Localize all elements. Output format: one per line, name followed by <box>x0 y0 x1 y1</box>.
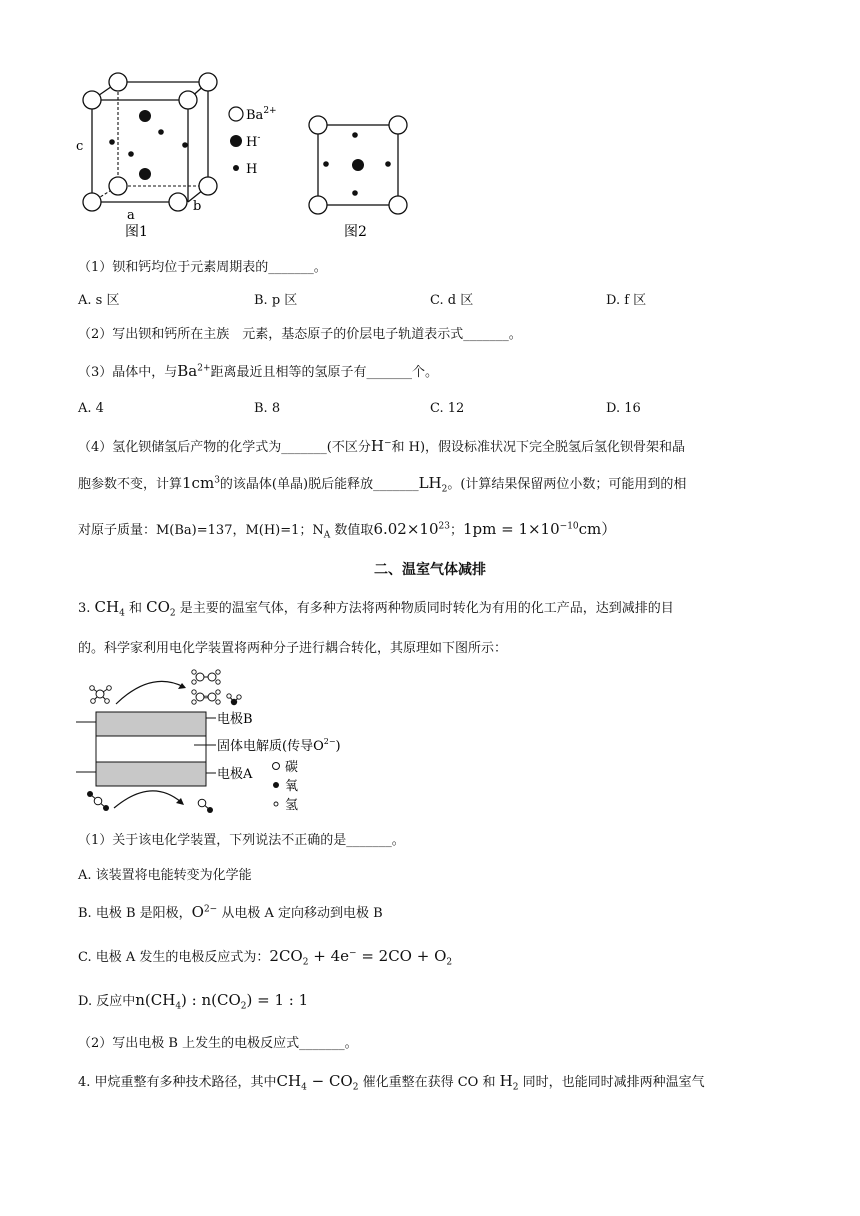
figure1-unit-cell <box>70 70 280 245</box>
q2-part1: （1）钡和钙均位于元素周期表的_______。 <box>78 260 327 275</box>
electrochem-device-diagram <box>76 662 366 822</box>
q3-option-d: D. 反应中$n(CH_4)$ : $n(CO_2) = 1$ : 1 <box>78 991 309 1012</box>
legend-ba-label: Ba <box>246 108 264 123</box>
electrode-a <box>96 762 206 786</box>
q3-part1: （1）关于该电化学装置，下列说法不正确的是_______。 <box>78 833 405 848</box>
ba-ion <box>199 177 217 195</box>
hydrogen-atom <box>128 151 134 157</box>
q3-part2: （2）写出电极 B 上发生的电极反应式_______。 <box>78 1036 358 1051</box>
hydrogen-atom <box>109 139 115 145</box>
q2-part1-option-c: C. d 区 <box>430 293 474 308</box>
legend-hydrogen-label: 氢 <box>285 798 299 813</box>
section-title: 二、温室气体减排 <box>374 562 486 578</box>
ba-ion <box>109 177 127 195</box>
ba-ion <box>169 193 187 211</box>
q2-part1-option-b: B. p 区 <box>254 293 298 308</box>
q2-part3-option-c: C. 12 <box>430 401 465 416</box>
legend-hydride-label: H <box>246 135 258 150</box>
co2-molecule <box>87 791 109 811</box>
q4-text: 4. 甲烷重整有多种技术路径，其中$CH_4 - CO_2$ 催化重整在获得 CO 和 $H_2$ 同时，也能同时减排两种温室气 <box>78 1072 705 1093</box>
ba-ion <box>83 193 101 211</box>
hydride-ion <box>139 168 151 180</box>
solid-electrolyte <box>96 736 206 762</box>
electrode-b <box>96 712 206 736</box>
q2-part3-option-a: A. 4 <box>78 401 104 416</box>
electrolyte-end: ) <box>335 739 341 754</box>
q2-part4-line2: 胞参数不变，计算$1cm^3$的该晶体(单晶)脱后能释放$\_\_\_\_\_\_\_LH_2$。(计算结果保留两位小数；可能用到的相 <box>78 474 687 495</box>
svg-text:Ba2+ <box>246 106 277 123</box>
q2-part4-line3: 对原子质量：M(Ba)=137，M(H)=1；$N_A$ 数值取$6.02\times 10^{23}$；$1pm = 1\times 10^{-10}cm$） <box>78 520 617 541</box>
figure2-caption: 图2 <box>344 224 367 240</box>
ba-ion <box>83 91 101 109</box>
q3-option-a: A. 该装置将电能转变为化学能 <box>78 868 252 883</box>
figure2-face <box>300 108 420 243</box>
q2-part2: （2）写出钡和钙所在主族 元素，基态原子的价层电子轨道表示式_______。 <box>78 327 522 342</box>
electrolyte-sup: 2− <box>323 737 336 746</box>
q2-part4-line1: （4）氢化钡储氢后产物的化学式为_______(不区分H−和 H)，假设标准状况下完全脱氢后氢化钡骨架和晶 <box>78 437 686 455</box>
q3-option-b: B. 电极 B 是阳极，$O^{2-}$ 从电极 A 定向移动到电极 B <box>78 903 383 921</box>
axis-c-label: c <box>76 139 84 154</box>
ba-ion <box>109 73 127 91</box>
q3-intro-line2: 的。科学家利用电化学装置将两种分子进行耦合转化，其原理如下图所示： <box>78 641 508 656</box>
ba-ion <box>199 73 217 91</box>
q2-part3-option-b: B. 8 <box>254 401 281 416</box>
methane-molecule <box>90 686 112 704</box>
ba-ion <box>179 91 197 109</box>
q2-part1-option-a: A. s 区 <box>78 293 120 308</box>
legend-ba-sup: 2+ <box>263 106 277 116</box>
svg-text:H- <box>246 133 260 150</box>
q2-part3: （3）晶体中，与$Ba^{2+}$距离最近且相等的氢原子有_______个。 <box>78 362 439 380</box>
figure1-caption: 图1 <box>125 224 148 240</box>
legend-hydride-sup: - <box>257 133 261 143</box>
hydrogen-atom <box>158 129 164 135</box>
hydride-ion <box>139 110 151 122</box>
co-molecule <box>198 799 213 813</box>
legend-hydrogen-label: H <box>246 162 258 177</box>
electrode-b-label: 电极B <box>217 712 253 727</box>
electrode-a-label: 电极A <box>217 767 253 782</box>
q2-part3-option-d: D. 16 <box>606 401 641 416</box>
axis-b-label: b <box>193 199 202 214</box>
q3-intro-line1: 3. $CH_4$ 和 $CO_2$ 是主要的温室气体，有多种方法将两种物质同时转化为有用的化工产品，达到减排的目 <box>78 598 674 619</box>
q2-part1-option-d: D. f 区 <box>606 293 647 308</box>
legend-carbon-label: 碳 <box>285 760 299 775</box>
q3-option-c: C. 电极 A 发生的电极反应式为：$2CO_2 + 4e^- = 2CO + O_2$ <box>78 947 453 968</box>
legend-oxygen-label: 氧 <box>285 779 299 794</box>
hydrogen-atom <box>182 142 188 148</box>
electrolyte-label: 固体电解质(传导O <box>217 739 324 754</box>
axis-a-label: a <box>127 208 135 223</box>
svg-text:固体电解质(传导O2−) <box>217 737 341 754</box>
